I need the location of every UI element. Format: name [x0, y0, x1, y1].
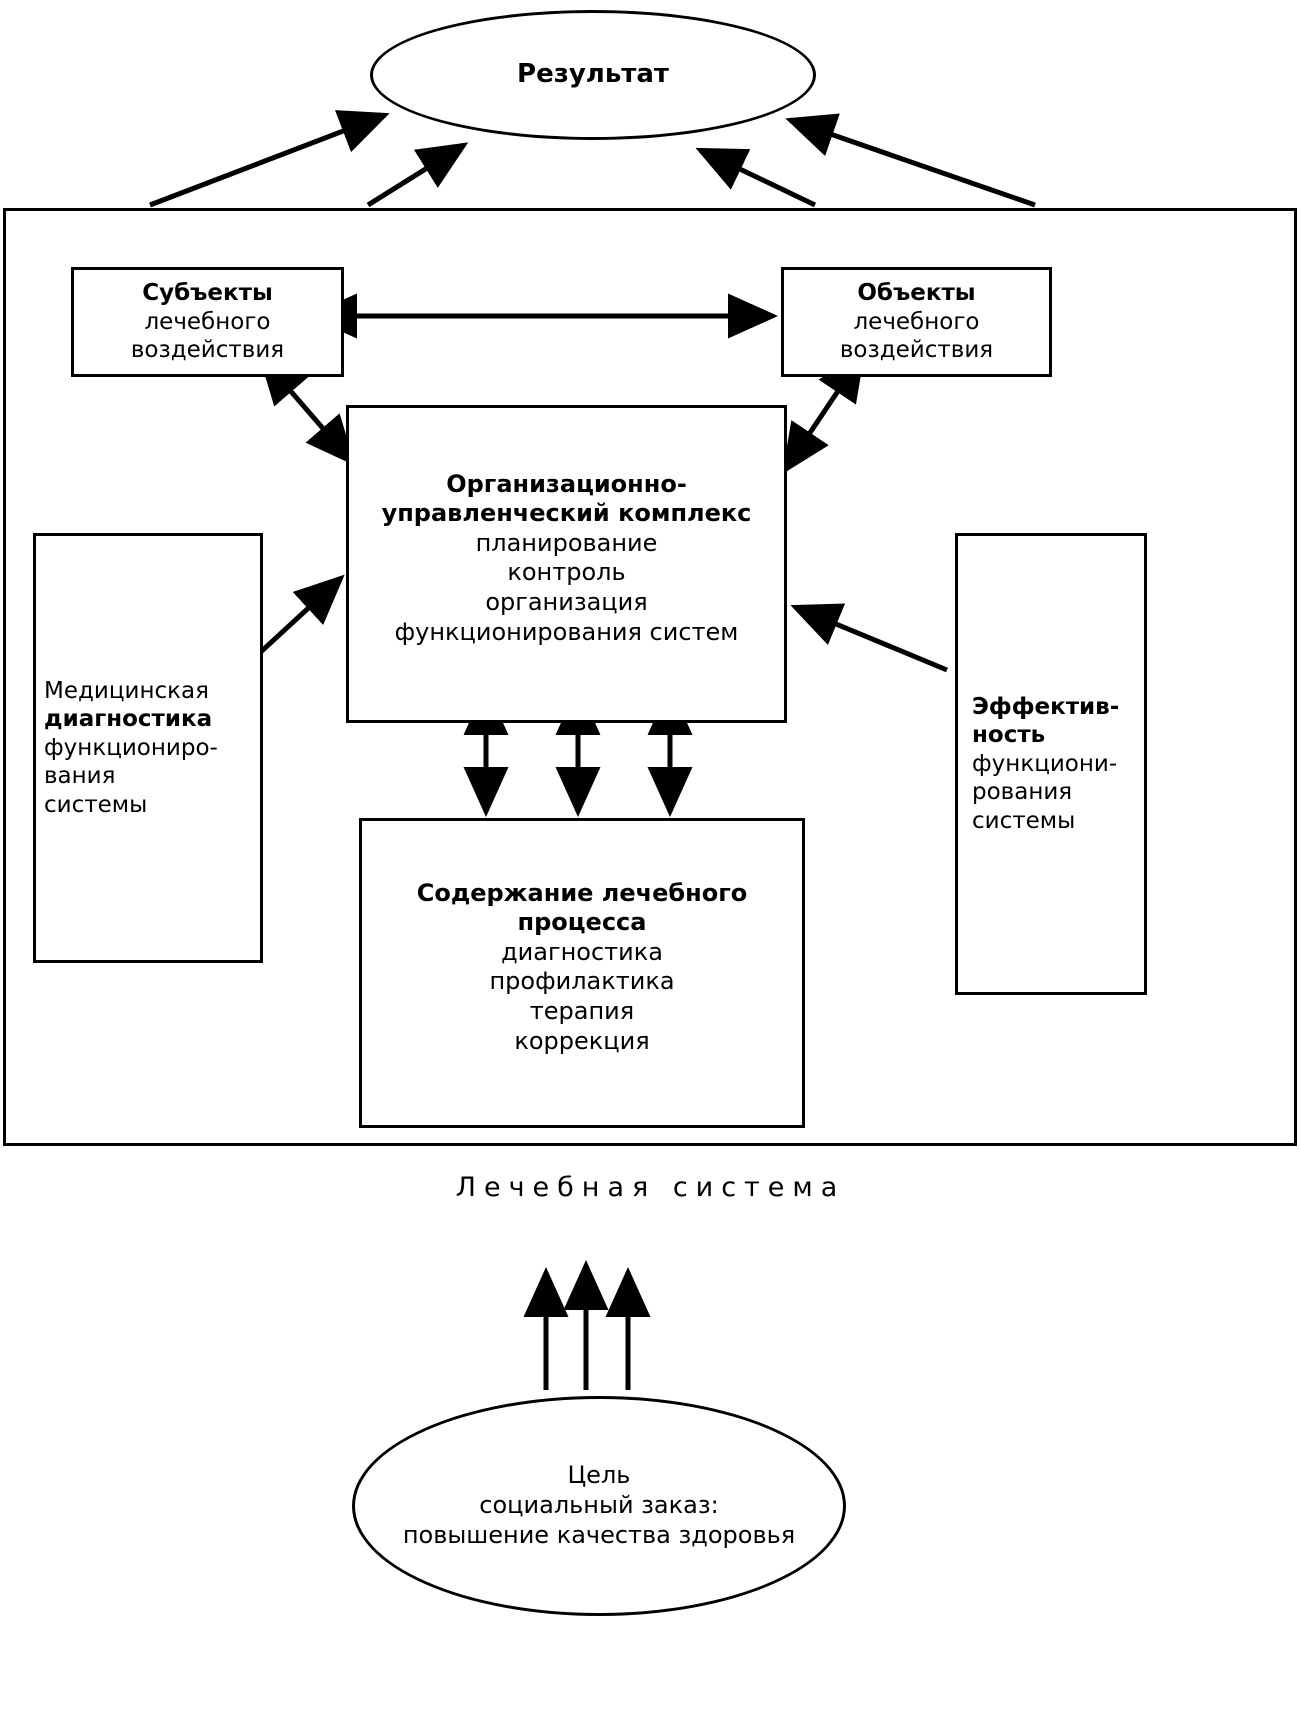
content-item-4: коррекция [514, 1026, 650, 1055]
objects-line-1: лечебного [853, 308, 980, 335]
efficiency-line-5: системы [972, 807, 1076, 834]
arrow-system-to-result-2 [368, 145, 464, 205]
goal-node [352, 1396, 846, 1616]
content-item-3: терапия [529, 997, 635, 1026]
org-item-4: функционирования систем [394, 617, 739, 646]
treatment-content-node [359, 818, 805, 1128]
goal-line-2: социальный заказ: [479, 1491, 719, 1520]
diagnostics-line-1: Медицинская [44, 677, 209, 704]
org-title-line-1: Организационно- [446, 470, 687, 498]
org-item-3: организация [485, 588, 648, 617]
subjects-title: Субъекты [142, 280, 273, 307]
medical-diagnostics-node [33, 533, 263, 963]
objects-title: Объекты [857, 280, 976, 307]
efficiency-line-3: функциони- [972, 750, 1118, 777]
objects-node [781, 267, 1052, 377]
subjects-node [71, 267, 344, 377]
org-title-line-2: управленческий комплекс [381, 499, 752, 528]
efficiency-node [955, 533, 1147, 995]
goal-line-3: повышение качества здоровья [402, 1520, 796, 1549]
efficiency-line-2: ность [972, 722, 1046, 749]
org-item-2: контроль [507, 558, 626, 587]
content-title-line-1: Содержание лечебного [416, 879, 748, 907]
subjects-line-1: лечебного [144, 308, 271, 335]
result-node [370, 10, 816, 140]
arrow-system-to-result-1 [150, 115, 385, 205]
content-item-1: диагностика [501, 937, 663, 966]
org-item-1: планирование [475, 528, 658, 557]
system-caption: Лечебная система [455, 1172, 846, 1203]
diagnostics-line-4: вания [44, 763, 116, 790]
organizational-management-node [346, 405, 787, 723]
arrow-system-to-result-4 [790, 120, 1035, 205]
objects-line-2: воздействия [839, 337, 994, 364]
content-title-line-2: процесса [517, 908, 647, 937]
diagnostics-line-3: функциониро- [44, 734, 218, 761]
efficiency-line-4: рования [972, 779, 1073, 806]
result-label: Результат [517, 59, 669, 90]
goal-line-1: Цель [567, 1461, 631, 1490]
arrow-system-to-result-3 [700, 150, 815, 205]
content-item-2: профилактика [489, 967, 675, 996]
efficiency-line-1: Эффектив- [972, 693, 1120, 720]
diagnostics-line-2: диагностика [44, 706, 213, 733]
subjects-line-2: воздействия [130, 337, 285, 364]
diagnostics-line-5: системы [44, 791, 148, 818]
